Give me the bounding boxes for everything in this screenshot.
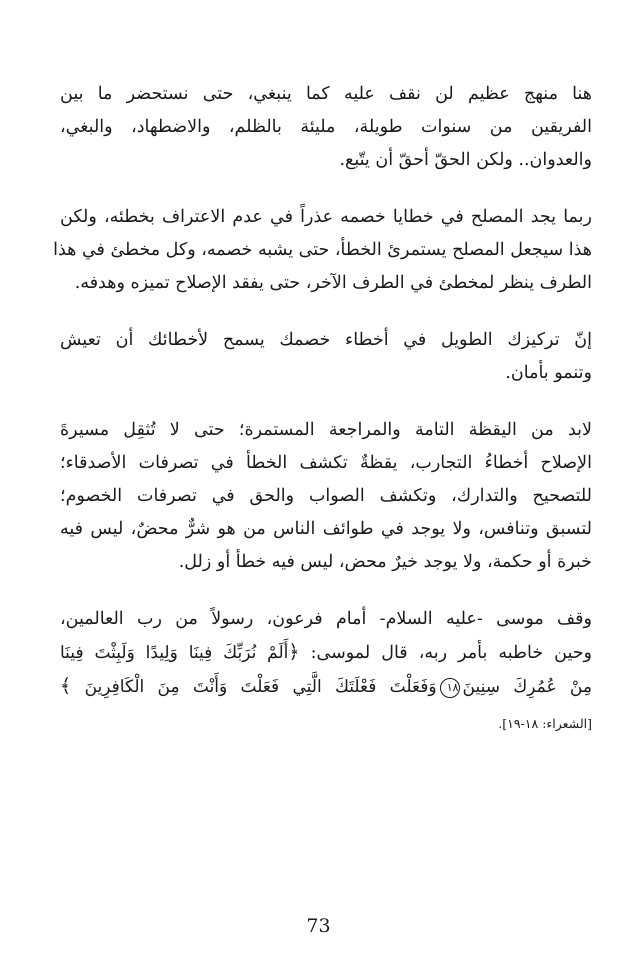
quran-verse-part-3: وَفَعَلْتَ فَعْلَتَكَ الَّتِي فَعَلْتَ وَأَنْتَ مِنَ الْكَافِرِينَ [84, 677, 437, 697]
paragraph-line: لتسبق وتنافس، ولا يوجد في طوائف الناس من هو شرٌّ محضٌ، ليس فيه [60, 519, 592, 539]
paragraph-line: للتصحيح والتدارك، وتكشف الصواب والحق في تصرفات الخصوم؛ [60, 486, 592, 506]
paragraph-line: إنّ تركيزك الطويل في أخطاء خصمك يسمح لأخطائك أن تعيش [60, 330, 592, 350]
paragraph-line: هنا منهج عظيم لن نقف عليه كما ينبغي، حتى نستحضر ما بين [60, 84, 592, 104]
paragraph-line: خبرة أو حكمة، ولا يوجد خيرٌ محض، ليس فيه خطأ أو زلل. [178, 552, 592, 572]
paragraph-line: هذا سيجعل المصلح يستمرئ الخطأ، حتى يشبه خصمه، وكل مخطئ في هذا [53, 240, 592, 260]
paragraph-line: الطرف ينظر لمخطئ في الطرف الآخر، حتى يفقد الإصلاح تميزه وهدفه. [74, 273, 592, 293]
page-number: 73 [306, 915, 331, 937]
verse-reference: [الشعراء: ١٨-١٩]. [498, 716, 592, 731]
verse-line [60, 670, 592, 704]
paragraph-5 [60, 603, 592, 704]
verse-open-bracket: ﴿ [288, 641, 300, 663]
paragraph-line: وتنمو بأمان. [505, 363, 592, 383]
paragraph-4 [60, 414, 592, 579]
paragraph-text: وحين خاطبه بأمر ربه، قال لموسى: [310, 643, 593, 663]
paragraph-2 [53, 201, 592, 300]
verse-close-bracket: ﴾ [60, 675, 72, 697]
paragraph-line-with-verse [60, 636, 592, 670]
paragraph-line: ربما يجد المصلح في خطايا خصمه عذراً في عدم الاعتراف بخطئه، ولكن [60, 207, 592, 227]
paragraph-line: وقف موسى -عليه السلام- أمام فرعون، رسولاً من رب العالمين، [60, 609, 592, 629]
paragraph-3 [60, 324, 592, 390]
quran-verse-part-2: مِنْ عُمُرِكَ سِنِينَ [462, 677, 592, 697]
paragraph-line: والعدوان.. ولكن الحقّ أحقّ أن يتّبع. [339, 150, 592, 170]
paragraph-line: الفريقين من سنوات طويلة، مليئة بالظلم، والاضطهاد، والبغي، [60, 117, 592, 137]
paragraph-line: لابد من اليقظة التامة والمراجعة المستمرة؛ حتى لا تُثقِل مسيرةَ [60, 420, 592, 440]
ayah-number-marker: ١٨ [440, 678, 460, 698]
paragraph-1 [60, 78, 592, 177]
page-body [53, 78, 593, 734]
paragraph-line: الإصلاح أخطاءُ التجارب، يقظةٌ تكشف الخطأ في تصرفات الأصدقاء؛ [60, 453, 592, 473]
quran-verse-part-1: أَلَمْ نُرَبِّكَ فِينَا وَلِيدًا وَلَبِثْتَ فِينَا [60, 643, 289, 663]
